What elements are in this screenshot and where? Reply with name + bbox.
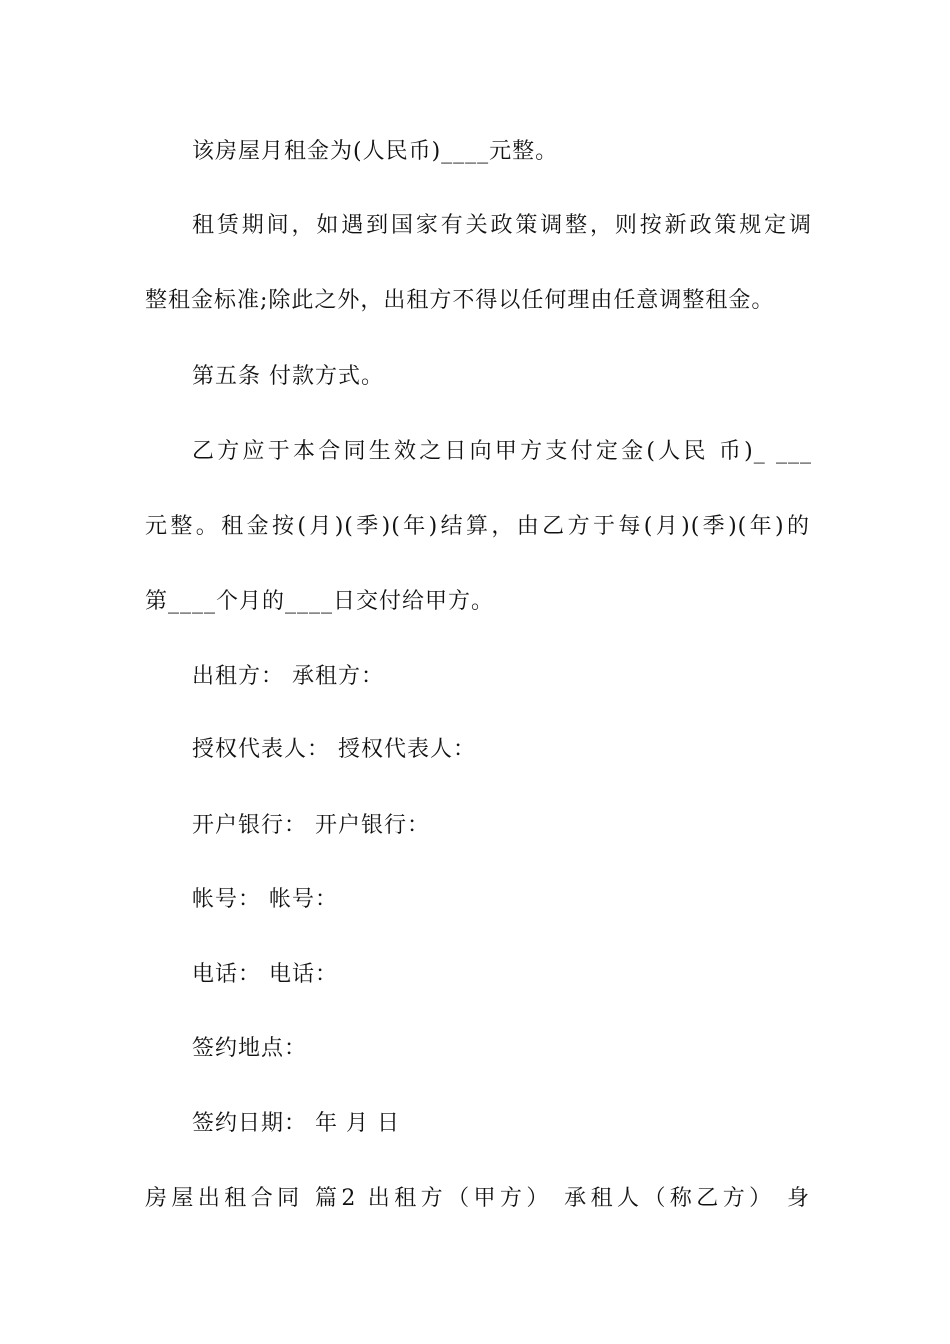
account-number-line: 帐号： 帐号： — [192, 887, 338, 912]
payment-line-2: 元整。租金按(月)(季)(年)结算，由乙方于每(月)(季)(年)的 — [145, 514, 810, 539]
contract-two-heading-line: 房屋出租合同 篇2 出租方（甲方） 承租人（称乙方） 身 — [145, 1186, 810, 1211]
rent-amount-line: 该房屋月租金为(人民币)____元整。 — [192, 139, 559, 164]
payment-line-1: 乙方应于本合同生效之日向甲方支付定金(人民 币)_ ___ — [192, 439, 812, 464]
phone-line: 电话： 电话： — [192, 962, 338, 987]
lessor-lessee-line: 出租方： 承租方： — [192, 664, 384, 689]
policy-adjustment-line-2: 整租金标准;除此之外，出租方不得以任何理由任意调整租金。 — [145, 288, 775, 313]
signing-place-line: 签约地点： — [192, 1036, 308, 1061]
payment-line-3: 第____个月的____日交付给甲方。 — [145, 589, 495, 614]
authorized-representative-line: 授权代表人： 授权代表人： — [192, 737, 476, 762]
signing-date-line: 签约日期： 年 月 日 — [192, 1111, 400, 1136]
policy-adjustment-line-1: 租赁期间，如遇到国家有关政策调整，则按新政策规定调 — [192, 213, 812, 238]
bank-line: 开户银行： 开户银行： — [192, 813, 430, 838]
article-five-heading: 第五条 付款方式。 — [192, 364, 384, 389]
